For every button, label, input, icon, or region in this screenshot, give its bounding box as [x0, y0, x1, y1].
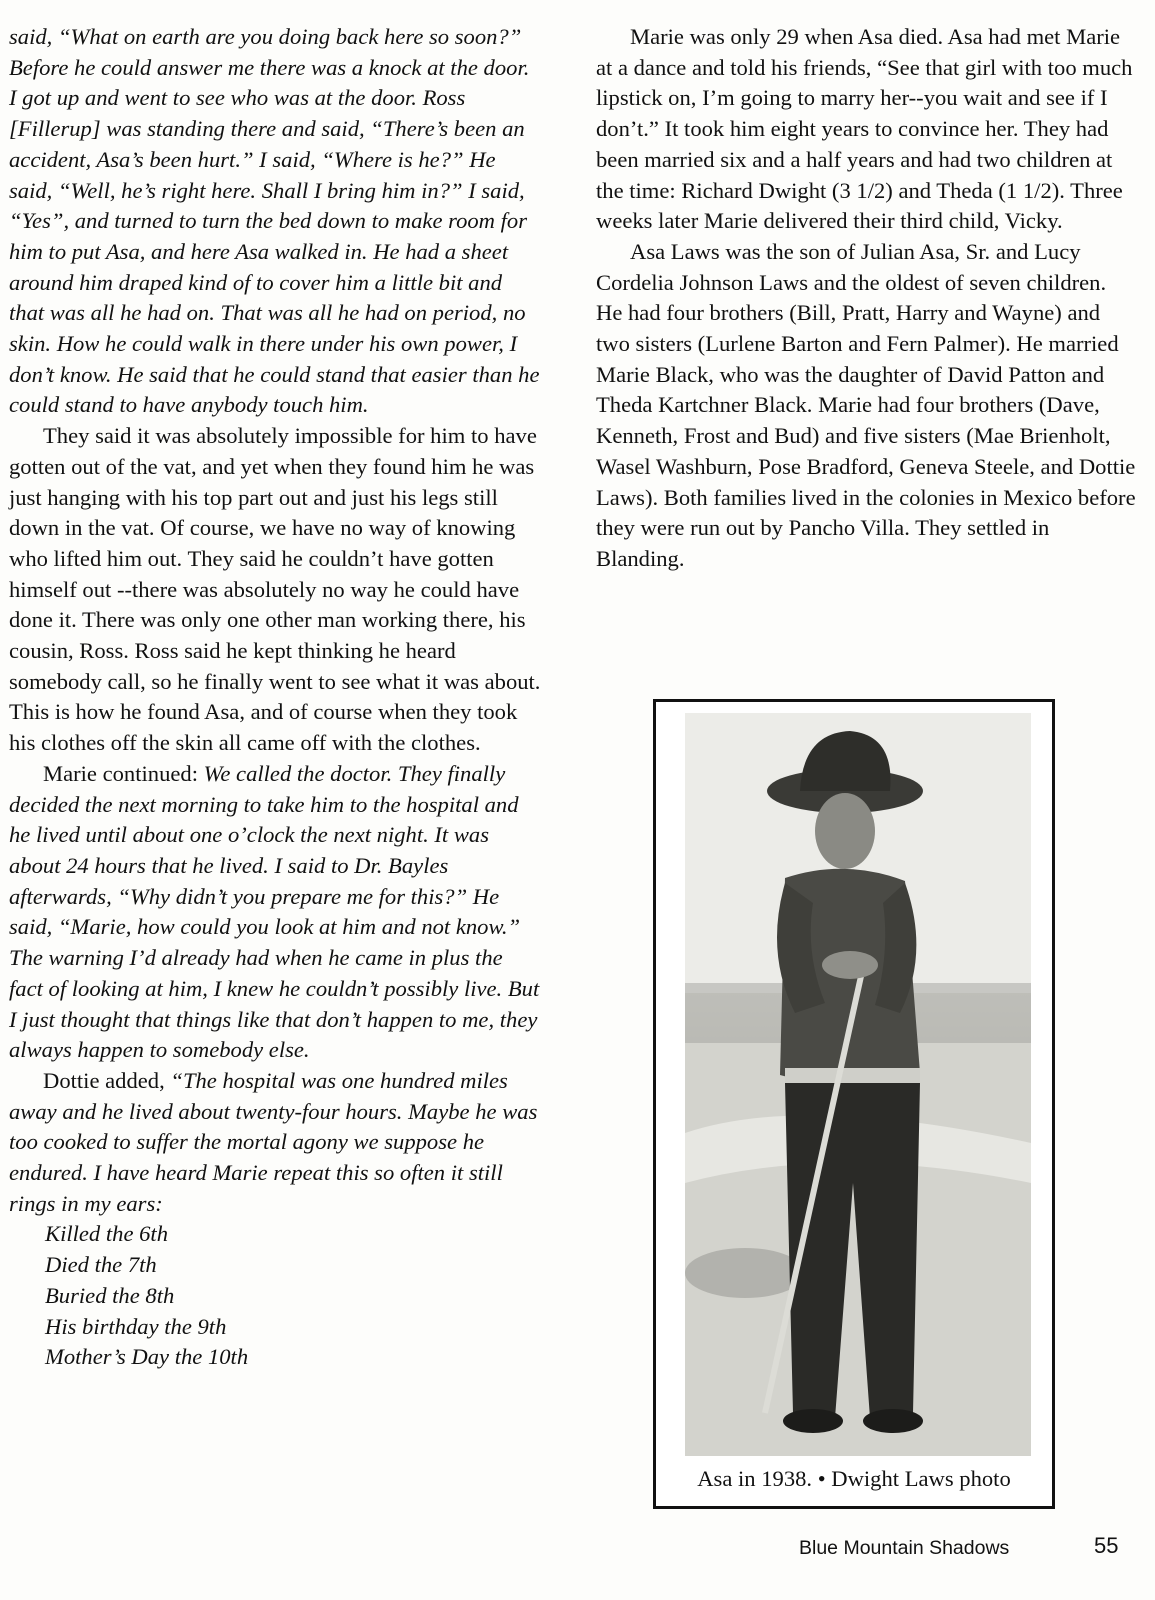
left-column — [9, 22, 541, 1373]
photo-asa-1938 — [685, 713, 1031, 1456]
poem-line: His birthday the 9th — [45, 1313, 227, 1339]
poem — [45, 1219, 541, 1373]
poem-line: Buried the 8th — [45, 1282, 175, 1308]
poem-line: Mother’s Day the 10th — [45, 1344, 249, 1370]
footer-publication-title: Blue Mountain Shadows — [799, 1537, 1010, 1559]
paragraph-marie-age: Marie was only 29 when Asa died. Asa had met Marie at a dance and told his friends, “See that girl with too much lipstick on, I’m going to marry her--you wait and see if I don’t.” It took him eight years to convince her. They had been married six and a half years and had two children at the time: Richard Dwight (3 1/2) and Theda (1 1/2). Three weeks later Marie delivered their third child, Vicky. — [596, 24, 1133, 234]
photo-illustration — [685, 713, 1031, 1456]
paragraph-dottie-added: Dottie added, “The hospital was one hundred miles away and he lived about twenty-four hours. Maybe he was too cooked to suffer the mortal agony we suppose he endured. I have heard Marie repeat this so often it still rings in my ears: — [9, 1067, 538, 1216]
paragraph-quote-continuation: said, “What on earth are you doing back here so soon?” Before he could answer me there was a knock at the door. I got up and went to see who was at the door. Ross [Fillerup] was standing there and said, “There’s been an accident, Asa’s been hurt.” I said, “Where is he?” He said, “Well, he’s right here. Shall I bring him in?” I said, “Yes”, and turned to turn the bed down to make room for him to put Asa, and here Asa walked in. He had a sheet around him draped kind of to cover him a little bit and that was all he had on. That was all he had on period, no skin. How he could walk in there under his own power, I don’t know. He said that he could stand that easier than he could stand to have anybody touch him. — [9, 24, 540, 418]
paragraph-family: Asa Laws was the son of Julian Asa, Sr. and Lucy Cordelia Johnson Laws and the oldest of seven children. He had four brothers (Bill, Pratt, Harry and Wayne) and two sisters (Lurlene Barton and Fern Palmer). He married Marie Black, who was the daughter of David Patton and Theda Kartchner Black. Marie had four brothers (Dave, Kenneth, Frost and Bud) and five sisters (Mae Brienholt, Wasel Washburn, Pose Bradford, Geneva Steele, and Dottie Laws). Both families lived in the colonies in Mexico before they were run out by Pancho Villa. They settled in Blanding. — [596, 238, 1136, 571]
paragraph-marie-continued: Marie continued: We called the doctor. They finally decided the next morning to take him to the hospital and he lived until about one o’clock the next night. It was about 24 hours that he lived. I said to Dr. Bayles afterwards, “Why didn’t you prepare me for this?” He said, “Marie, how could you look at him and not know.” The warning I’d already had when he came in plus the fact of looking at him, I knew he couldn’t possibly live. But I just thought that things like that don’t happen to me, they always happen to somebody else. — [9, 760, 540, 1063]
page-number: 55 — [1094, 1533, 1119, 1558]
photo-caption: Asa in 1938. • Dwight Laws photo — [697, 1466, 1011, 1491]
poem-line: Killed the 6th — [45, 1221, 168, 1247]
paragraph-vat: They said it was absolutely impossible for him to have gotten out of the vat, and yet when they found him he was just hanging with his top part out and just his legs still down in the vat. Of course, we have no way of knowing who lifted him out. They said he couldn’t have gotten himself out --there was absolutely no way he could have done it. There was only one other man working there, his cousin, Ross. Ross said he kept thinking he heard somebody call, so he finally went to see what it was about. This is how he found Asa, and of course when they took his clothes off the skin all came off with the clothes. — [9, 423, 541, 756]
right-column — [596, 22, 1136, 575]
photo-frame — [653, 699, 1055, 1509]
poem-line: Died the 7th — [45, 1252, 157, 1278]
